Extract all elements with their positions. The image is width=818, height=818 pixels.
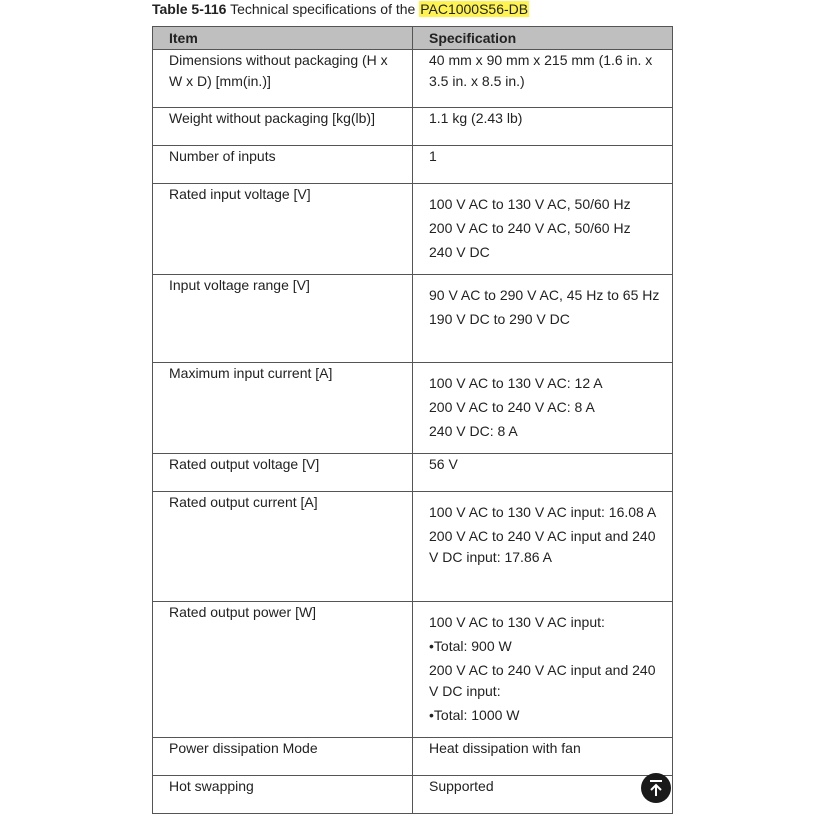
table-row [153,602,673,738]
specification-cell [413,776,673,814]
header-row [153,27,673,50]
item-cell: Power dissipation Mode [153,738,413,776]
item-cell: Input voltage range [V] [153,275,413,363]
spec-line: •Total: 900 W [429,638,512,654]
table-row [153,492,673,602]
spec-line: 240 V DC [429,244,490,260]
specification-cell [413,275,673,363]
spec-line: 200 V AC to 240 V AC input and 240 V DC input: 17.86 A [429,528,656,565]
spec-line: 100 V AC to 130 V AC input: [429,614,605,630]
spec-line: 240 V DC: 8 A [429,423,518,439]
spec-line: 40 mm x 90 mm x 215 mm (1.6 in. x 3.5 in. x 8.5 in.) [429,52,653,89]
table-row [153,50,673,108]
table-row [153,454,673,492]
table-row [153,108,673,146]
spec-line: •Total: 1000 W [429,707,520,723]
header-item: Item [153,27,413,50]
specification-cell [413,363,673,454]
specification-cell [413,492,673,602]
table-row [153,776,673,814]
specification-cell [413,50,673,108]
item-cell: Rated output current [A] [153,492,413,602]
item-cell: Weight without packaging [kg(lb)] [153,108,413,146]
specification-cell [413,454,673,492]
item-cell: Hot swapping [153,776,413,814]
spec-line: 100 V AC to 130 V AC: 12 A [429,375,603,391]
table-row [153,146,673,184]
specification-cell [413,184,673,275]
spec-line: 90 V AC to 290 V AC, 45 Hz to 65 Hz [429,287,660,303]
specification-cell [413,146,673,184]
spec-line: Heat dissipation with fan [429,740,581,756]
item-cell: Maximum input current [A] [153,363,413,454]
spec-line: 200 V AC to 240 V AC: 8 A [429,399,595,415]
spec-line: 190 V DC to 290 V DC [429,311,570,327]
item-cell: Dimensions without packaging (H x W x D) [mm(in.)] [153,50,413,108]
specification-cell [413,602,673,738]
spec-line: 100 V AC to 130 V AC, 50/60 Hz [429,196,631,212]
table-caption [152,0,529,18]
table-row [153,738,673,776]
item-cell: Rated output voltage [V] [153,454,413,492]
specification-cell [413,108,673,146]
scroll-to-top-button[interactable] [641,773,671,803]
item-cell: Number of inputs [153,146,413,184]
table-row [153,275,673,363]
spec-line: 1 [429,148,437,164]
spec-line: Supported [429,778,494,794]
spec-table [152,26,673,814]
arrow-up-to-top-icon [648,779,664,797]
header-specification: Specification [413,27,673,50]
spec-line: 200 V AC to 240 V AC, 50/60 Hz [429,220,631,236]
model-highlight: PAC1000S56-DB [420,1,529,17]
item-cell: Rated output power [W] [153,602,413,738]
table-row [153,184,673,275]
item-cell: Rated input voltage [V] [153,184,413,275]
spec-line: 1.1 kg (2.43 lb) [429,110,523,126]
spec-line: 100 V AC to 130 V AC input: 16.08 A [429,504,657,520]
specification-cell [413,738,673,776]
table-number: Table 5-116 [152,1,227,17]
caption-text: Technical specifications of the [230,1,416,17]
table-row [153,363,673,454]
spec-line: 200 V AC to 240 V AC input and 240 V DC input: [429,662,656,699]
spec-line: 56 V [429,456,458,472]
